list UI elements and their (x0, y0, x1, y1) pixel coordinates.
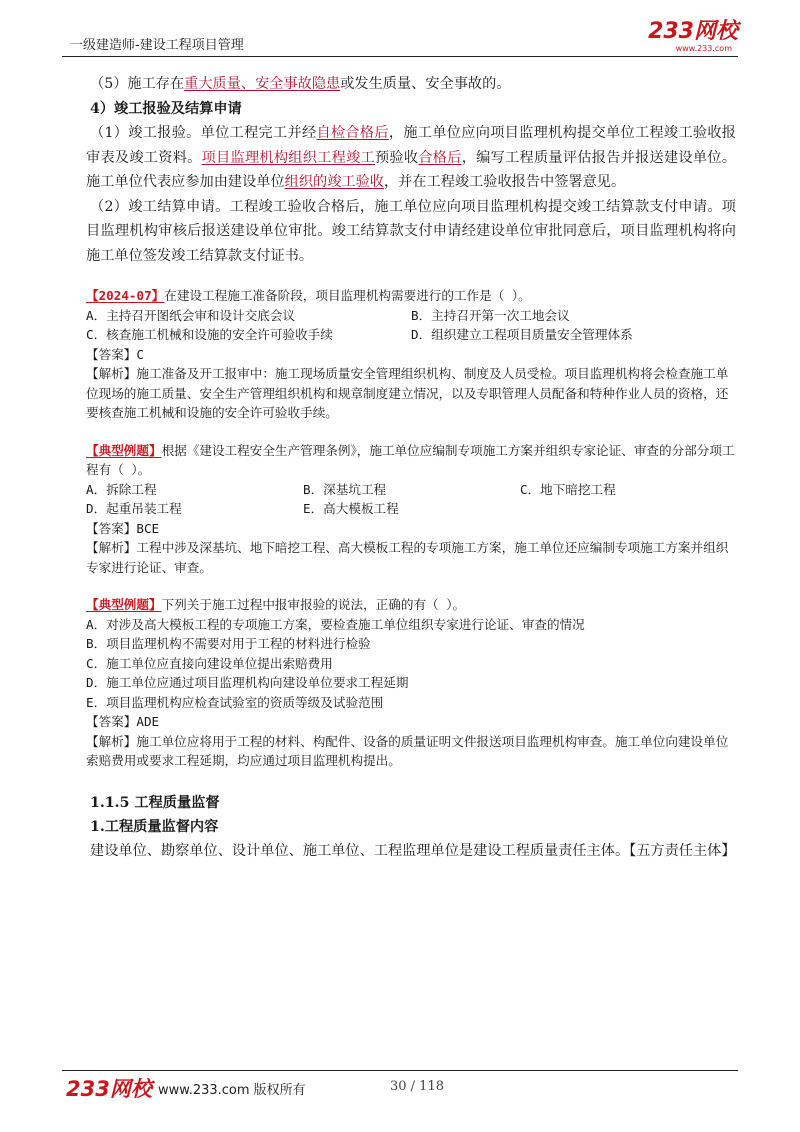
logo-url: www.233.com (675, 44, 732, 53)
text: ，施工单位应向项目监理机构提交单位工程竣工验收报审表及竣工资料。 (86, 125, 736, 166)
header-title: 一级建造师-建设工程项目管理 (70, 38, 244, 53)
footer-copyright: www.233.com 版权所有 (158, 1083, 306, 1098)
analysis-text: 施工准备及开工报审中：施工现场质量安全管理组织机构、制度及人员受检。项目监理机构将会检查施工单位现场的施工质量、安全生产管理组织机构和规章制度建立情况，以及专职管理人员配备和特种作业人员的资格，还要核查施工机械和设施的安全许可验收手续。 (86, 366, 729, 420)
option-b: B．深基坑工程 (303, 481, 387, 497)
highlight-text: 合格后 (418, 149, 462, 166)
section-body: 建设单位、勘察单位、设计单位、施工单位、工程监理单位是建设工程质量责任主体。【五方责任主体】 (90, 842, 736, 859)
section-heading: 1.1.5 工程质量监督 (90, 794, 220, 811)
analysis-tag: 【解析】 (86, 540, 137, 555)
page-content (86, 72, 736, 863)
page-header (62, 20, 738, 57)
option-e: E．高大模板工程 (303, 501, 399, 516)
page-number: 30 / 118 (390, 1079, 444, 1094)
item-5 (90, 72, 736, 97)
question-tag: 【2024-07】 (86, 288, 165, 303)
text: （5）施工存在 (90, 76, 185, 92)
analysis-tag: 【解析】 (86, 733, 137, 749)
section-subheading: 1.工程质量监督内容 (90, 818, 219, 835)
option-e: E．项目监理机构应检查试验室的资质等级及试验范围 (86, 694, 384, 710)
brand-logo[interactable] (628, 20, 738, 54)
options-row (86, 306, 736, 326)
option-d: D．起重吊装工程 (86, 501, 182, 516)
subheading-completion: 4）竣工报验及结算申请 (90, 100, 242, 117)
option-a: A．对涉及高大模板工程的专项施工方案，要检查施工单位组织专家进行论证、审查的情况 (86, 616, 585, 632)
section-quality-supervision (86, 791, 736, 863)
highlight-text: 项目监理机构组织工程竣工 (201, 149, 375, 166)
text: 或发生质量、安全事故的。 (340, 76, 511, 92)
text: ，编写工程质量评估报告并报送建设单位。施工单位代表应参加由建设单位 (86, 149, 736, 190)
answer: 【答案】C (86, 346, 144, 362)
highlight-text: 组织的竣工验收 (284, 174, 384, 190)
options-row (86, 325, 736, 345)
stem-text: 在建设工程施工准备阶段，项目监理机构需要进行的工作是（ ）。 (164, 288, 531, 303)
question-tag: 【典型例题】 (86, 597, 162, 612)
option-a: A．拆除工程 (86, 481, 157, 497)
option-c: C．地下暗挖工程 (520, 481, 616, 497)
option-c: C．核查施工机械和设施的安全许可验收手续 (86, 327, 333, 342)
analysis (86, 732, 736, 771)
question-tag: 【典型例题】 (86, 442, 162, 458)
question-1 (86, 286, 736, 423)
option-b: B．项目监理机构不需要对用于工程的材料进行检验 (86, 636, 371, 651)
options-row (86, 499, 736, 519)
highlight-text: 重大质量、安全事故隐患 (184, 76, 341, 92)
options-row (86, 480, 736, 500)
answer: 【答案】ADE (86, 714, 160, 729)
stem-text: 下列关于施工过程中报审报验的说法，正确的有（ ）。 (161, 597, 466, 612)
footer-logo[interactable]: 233网校 (66, 1077, 152, 1101)
option-b: B．主持召开第一次工地会议 (411, 307, 570, 323)
option-d: D．组织建立工程项目质量安全管理体系 (411, 327, 633, 342)
logo-text: 233网校 (648, 19, 738, 44)
stem-text: 根据《建设工程安全生产管理条例》，施工单位应编制专项施工方案并组织专家论证、审查的分部分项工程有（ ）。 (86, 442, 735, 477)
text: ，并在工程竣工验收报告中签署意见。 (383, 174, 626, 190)
paragraph-completion-inspection (86, 121, 736, 195)
question-stem (86, 441, 736, 480)
question-stem (86, 286, 736, 306)
option-d: D．施工单位应通过项目监理机构向建设单位要求工程延期 (86, 675, 409, 690)
analysis-text: 工程中涉及深基坑、地下暗挖工程、高大模板工程的专项施工方案，施工单位还应编制专项施工方案并组织专家进行论证、审查。 (86, 540, 729, 575)
analysis-text: 施工单位应将用于工程的材料、构配件、设备的质量证明文件报送项目监理机构审查。施工单位向建设单位索赔费用或要求工程延期，均应通过项目监理机构提出。 (86, 733, 729, 768)
question-3 (86, 595, 736, 771)
text: （1）竣工报验。单位工程完工并经 (90, 125, 317, 141)
answer: 【答案】BCE (86, 520, 160, 536)
question-2 (86, 441, 736, 578)
analysis-tag: 【解析】 (86, 366, 137, 381)
highlight-text: 自检合格后 (316, 125, 389, 141)
paragraph-settlement: （2）竣工结算申请。工程竣工验收合格后，施工单位应向项目监理机构提交竣工结算款支付申请。项目监理机构审核后报送建设单位审批。竣工结算款支付申请经建设单位审批同意后，项目监理机构将向施工单位签发竣工结算款支付证书。 (86, 198, 736, 264)
option-c: C．施工单位应直接向建设单位提出索赔费用 (86, 655, 333, 671)
analysis (86, 538, 736, 577)
analysis (86, 364, 736, 423)
question-stem (86, 595, 736, 615)
option-a: A．主持召开图纸会审和设计交底会议 (86, 307, 296, 323)
text: 预验收 (374, 149, 419, 166)
page-footer (62, 1070, 738, 1111)
